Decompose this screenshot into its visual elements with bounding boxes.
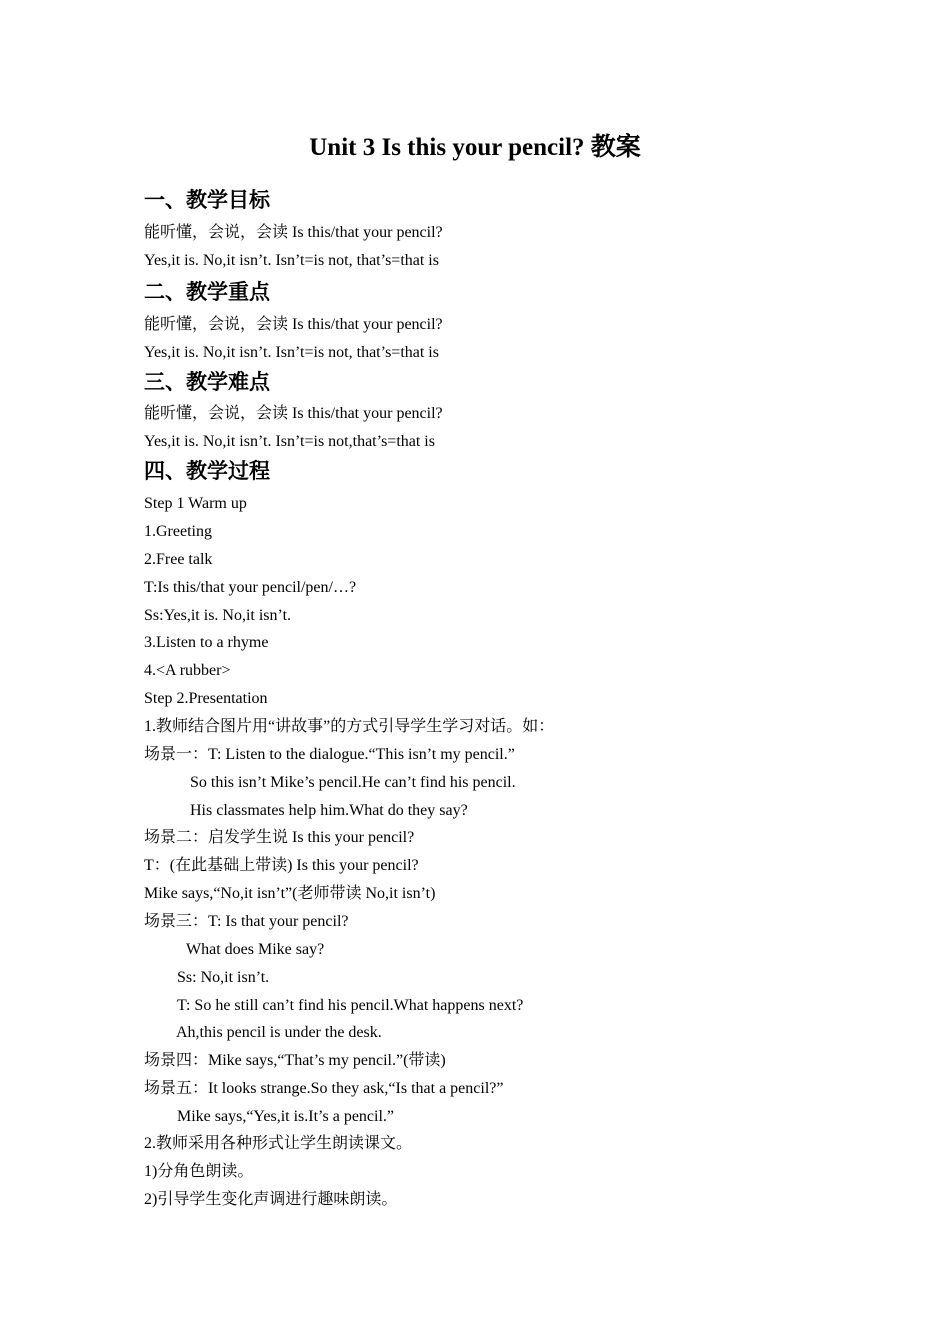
text-line: 场景三：T: Is that your pencil?: [144, 913, 349, 930]
text-line: Yes,it is. No,it isn’t. Isn’t=is not, that’s=that is: [144, 252, 439, 269]
section-heading-key-points: 二、教学重点: [144, 280, 270, 304]
section-heading-difficulties: 三、教学难点: [144, 370, 270, 394]
text-line: 3.Listen to a rhyme: [144, 634, 269, 651]
section-heading-objectives: 一、教学目标: [144, 188, 270, 212]
text-line: T:Is this/that your pencil/pen/…?: [144, 579, 357, 596]
text-line: 能听懂，会说，会读 Is this/that your pencil?: [144, 316, 443, 333]
text-line: Ah,this pencil is under the desk.: [176, 1024, 382, 1041]
text-line: 1.Greeting: [144, 523, 212, 540]
text-line: 2.Free talk: [144, 551, 213, 568]
text-line: So this isn’t Mike’s pencil.He can’t find his pencil.: [190, 774, 516, 791]
text-line: Step 1 Warm up: [144, 495, 247, 512]
text-line: What does Mike say?: [186, 941, 325, 958]
text-line: Mike says,“Yes,it is.It’s a pencil.”: [177, 1108, 395, 1125]
document-title: Unit 3 Is this your pencil? 教案: [309, 134, 641, 161]
text-line: 2)引导学生变化声调进行趣味朗读。: [144, 1191, 398, 1208]
text-line: 2.教师采用各种形式让学生朗读课文。: [144, 1135, 413, 1152]
text-line: 1.教师结合图片用“讲故事”的方式引导学生学习对话。如：: [144, 718, 555, 735]
text-line: Yes,it is. No,it isn’t. Isn’t=is not,that’s=that is: [144, 433, 435, 450]
text-line: T: So he still can’t find his pencil.What happens next?: [177, 997, 524, 1014]
text-line: 场景四：Mike says,“That’s my pencil.”(带读): [144, 1052, 446, 1069]
section-heading-process: 四、教学过程: [144, 459, 270, 483]
text-line: 1)分角色朗读。: [144, 1163, 254, 1180]
text-line: Ss: No,it isn’t.: [177, 969, 270, 986]
text-line: Step 2.Presentation: [144, 690, 268, 707]
text-line: Yes,it is. No,it isn’t. Isn’t=is not, that’s=that is: [144, 344, 439, 361]
text-line: 能听懂，会说，会读 Is this/that your pencil?: [144, 224, 443, 241]
text-line: 场景一：T: Listen to the dialogue.“This isn’t my pencil.”: [144, 746, 515, 763]
text-line: Ss:Yes,it is. No,it isn’t.: [144, 607, 292, 624]
text-line: 4.<A rubber>: [144, 662, 231, 679]
text-line: Mike says,“No,it isn’t”(老师带读 No,it isn’t): [144, 885, 436, 902]
text-line: 能听懂，会说，会读 Is this/that your pencil?: [144, 405, 443, 422]
text-line: 场景二：启发学生说 Is this your pencil?: [144, 829, 415, 846]
text-line: His classmates help him.What do they say?: [190, 802, 468, 819]
text-line: T：(在此基础上带读) Is this your pencil?: [144, 857, 419, 874]
text-line: 场景五：It looks strange.So they ask,“Is that a pencil?”: [144, 1080, 504, 1097]
